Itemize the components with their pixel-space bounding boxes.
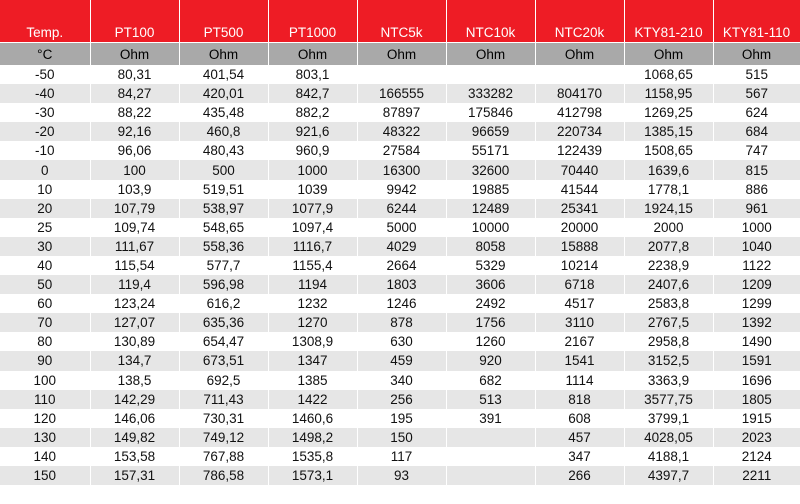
resistance-cell: 635,36 (179, 313, 268, 332)
temperature-cell: 25 (0, 218, 90, 237)
resistance-cell: 2000 (624, 218, 713, 237)
resistance-cell: 347 (535, 447, 624, 466)
resistance-cell: 15888 (535, 237, 624, 256)
temperature-cell: -20 (0, 122, 90, 141)
resistance-cell: 10000 (446, 218, 535, 237)
temperature-cell: 140 (0, 447, 90, 466)
resistance-cell: 673,51 (179, 351, 268, 370)
table-row (0, 447, 800, 466)
resistance-cell: 3110 (535, 313, 624, 332)
resistance-cell: 340 (357, 371, 446, 390)
resistance-cell: 2664 (357, 256, 446, 275)
table-row (0, 390, 800, 409)
resistance-cell (446, 466, 535, 485)
temperature-cell: 0 (0, 160, 90, 179)
resistance-cell: 41544 (535, 180, 624, 199)
unit-cell: Ohm (268, 43, 357, 66)
unit-cell: °C (0, 43, 90, 66)
resistance-cell: 16300 (357, 160, 446, 179)
resistance-cell: 921,6 (268, 122, 357, 141)
resistance-cell: 1260 (446, 332, 535, 351)
resistance-cell: 804170 (535, 84, 624, 103)
resistance-cell: 960,9 (268, 141, 357, 160)
temperature-cell: 80 (0, 332, 90, 351)
resistance-cell: 519,51 (179, 180, 268, 199)
table-row (0, 275, 800, 294)
units-row (0, 43, 800, 66)
resistance-cell: 1756 (446, 313, 535, 332)
resistance-cell: 457 (535, 428, 624, 447)
resistance-cell: 749,12 (179, 428, 268, 447)
resistance-cell: 1000 (268, 160, 357, 179)
column-header: PT100 (90, 0, 179, 43)
resistance-cell: 150 (357, 428, 446, 447)
resistance-cell: 4028,05 (624, 428, 713, 447)
resistance-cell: 1915 (713, 409, 800, 428)
resistance-cell: 109,74 (90, 218, 179, 237)
temperature-cell: 150 (0, 466, 90, 485)
table-row (0, 84, 800, 103)
resistance-cell: 1778,1 (624, 180, 713, 199)
resistance-cell: 115,54 (90, 256, 179, 275)
resistance-cell: 2023 (713, 428, 800, 447)
resistance-cell: 1194 (268, 275, 357, 294)
resistance-cell: 842,7 (268, 84, 357, 103)
table-row (0, 256, 800, 275)
resistance-cell: 1097,4 (268, 218, 357, 237)
table-row (0, 237, 800, 256)
table-row (0, 180, 800, 199)
resistance-cell: 1122 (713, 256, 800, 275)
resistance-cell: 2238,9 (624, 256, 713, 275)
table-row (0, 409, 800, 428)
resistance-cell: 401,54 (179, 65, 268, 84)
resistance-cell: 3606 (446, 275, 535, 294)
resistance-cell: 412798 (535, 103, 624, 122)
resistance-cell: 48322 (357, 122, 446, 141)
resistance-cell: 391 (446, 409, 535, 428)
resistance-cell: 616,2 (179, 294, 268, 313)
resistance-cell: 27584 (357, 141, 446, 160)
resistance-cell: 55171 (446, 141, 535, 160)
resistance-cell: 480,43 (179, 141, 268, 160)
resistance-cell: 1068,65 (624, 65, 713, 84)
resistance-cell: 2211 (713, 466, 800, 485)
resistance-cell: 12489 (446, 199, 535, 218)
resistance-cell: 882,2 (268, 103, 357, 122)
table-row (0, 428, 800, 447)
resistance-cell: 1541 (535, 351, 624, 370)
resistance-cell: 596,98 (179, 275, 268, 294)
resistance-cell: 692,5 (179, 371, 268, 390)
temperature-cell: 90 (0, 351, 90, 370)
resistance-cell: 157,31 (90, 466, 179, 485)
resistance-cell: 878 (357, 313, 446, 332)
table-row (0, 294, 800, 313)
column-header: NTC10k (446, 0, 535, 43)
resistance-cell: 1803 (357, 275, 446, 294)
resistance-cell: 1498,2 (268, 428, 357, 447)
resistance-cell: 577,7 (179, 256, 268, 275)
resistance-cell: 9942 (357, 180, 446, 199)
resistance-cell: 654,47 (179, 332, 268, 351)
resistance-cell (446, 65, 535, 84)
resistance-cell: 1490 (713, 332, 800, 351)
resistance-cell: 624 (713, 103, 800, 122)
resistance-cell: 130,89 (90, 332, 179, 351)
table-body (0, 65, 800, 485)
resistance-cell: 2167 (535, 332, 624, 351)
temperature-cell: 60 (0, 294, 90, 313)
resistance-cell: 80,31 (90, 65, 179, 84)
temperature-cell: 50 (0, 275, 90, 294)
resistance-cell: 548,65 (179, 218, 268, 237)
resistance-cell: 2124 (713, 447, 800, 466)
table-row (0, 313, 800, 332)
resistance-cell: 1924,15 (624, 199, 713, 218)
resistance-cell: 1308,9 (268, 332, 357, 351)
resistance-cell: 4517 (535, 294, 624, 313)
resistance-cell: 1209 (713, 275, 800, 294)
resistance-cell: 1573,1 (268, 466, 357, 485)
column-header: PT500 (179, 0, 268, 43)
resistance-cell: 96659 (446, 122, 535, 141)
resistance-cell: 1246 (357, 294, 446, 313)
resistance-cell: 1392 (713, 313, 800, 332)
table-row (0, 466, 800, 485)
resistance-cell: 513 (446, 390, 535, 409)
temperature-cell: 120 (0, 409, 90, 428)
resistance-cell: 1805 (713, 390, 800, 409)
unit-cell: Ohm (624, 43, 713, 66)
resistance-cell: 1347 (268, 351, 357, 370)
resistance-cell: 6718 (535, 275, 624, 294)
resistance-cell: 1696 (713, 371, 800, 390)
resistance-cell: 134,7 (90, 351, 179, 370)
resistance-cell: 4397,7 (624, 466, 713, 485)
resistance-cell: 1155,4 (268, 256, 357, 275)
resistance-cell: 2958,8 (624, 332, 713, 351)
resistance-cell: 3799,1 (624, 409, 713, 428)
resistance-cell: 93 (357, 466, 446, 485)
resistance-cell: 119,4 (90, 275, 179, 294)
resistance-cell: 1114 (535, 371, 624, 390)
resistance-cell: 1535,8 (268, 447, 357, 466)
resistance-cell: 84,27 (90, 84, 179, 103)
resistance-cell: 567 (713, 84, 800, 103)
temperature-cell: 40 (0, 256, 90, 275)
resistance-cell: 175846 (446, 103, 535, 122)
resistance-cell: 166555 (357, 84, 446, 103)
resistance-cell: 1116,7 (268, 237, 357, 256)
resistance-cell: 127,07 (90, 313, 179, 332)
resistance-cell: 1422 (268, 390, 357, 409)
table-row (0, 351, 800, 370)
resistance-cell: 1591 (713, 351, 800, 370)
resistance-cell (535, 65, 624, 84)
resistance-cell: 1232 (268, 294, 357, 313)
resistance-cell: 1040 (713, 237, 800, 256)
resistance-cell: 2077,8 (624, 237, 713, 256)
resistance-cell: 3363,9 (624, 371, 713, 390)
temperature-cell: 110 (0, 390, 90, 409)
resistance-cell: 146,06 (90, 409, 179, 428)
table-row (0, 65, 800, 84)
resistance-cell: 87897 (357, 103, 446, 122)
unit-cell: Ohm (535, 43, 624, 66)
resistance-cell (446, 447, 535, 466)
resistance-cell: 103,9 (90, 180, 179, 199)
resistance-cell: 2492 (446, 294, 535, 313)
column-header: KTY81-210 (624, 0, 713, 43)
resistance-cell: 6244 (357, 199, 446, 218)
resistance-cell: 92,16 (90, 122, 179, 141)
resistance-cell: 1077,9 (268, 199, 357, 218)
resistance-cell: 19885 (446, 180, 535, 199)
resistance-cell: 1270 (268, 313, 357, 332)
resistance-cell: 195 (357, 409, 446, 428)
resistance-cell: 459 (357, 351, 446, 370)
unit-cell: Ohm (90, 43, 179, 66)
resistance-cell: 2767,5 (624, 313, 713, 332)
resistance-cell: 684 (713, 122, 800, 141)
resistance-cell: 2583,8 (624, 294, 713, 313)
table-row (0, 332, 800, 351)
resistance-cell: 25341 (535, 199, 624, 218)
resistance-cell: 786,58 (179, 466, 268, 485)
table-row (0, 122, 800, 141)
column-header: Temp. (0, 0, 90, 43)
resistance-cell: 111,67 (90, 237, 179, 256)
resistance-cell: 10214 (535, 256, 624, 275)
resistance-cell: 1269,25 (624, 103, 713, 122)
table-row (0, 218, 800, 237)
temperature-cell: 70 (0, 313, 90, 332)
resistance-cell: 266 (535, 466, 624, 485)
resistance-cell: 138,5 (90, 371, 179, 390)
resistance-cell: 3152,5 (624, 351, 713, 370)
resistance-cell: 4188,1 (624, 447, 713, 466)
resistance-cell: 117 (357, 447, 446, 466)
resistance-cell: 5000 (357, 218, 446, 237)
resistance-cell: 767,88 (179, 447, 268, 466)
temperature-cell: 20 (0, 199, 90, 218)
table-row (0, 141, 800, 160)
column-header: KTY81-110 (713, 0, 800, 43)
resistance-cell: 107,79 (90, 199, 179, 218)
resistance-cell: 1385 (268, 371, 357, 390)
temperature-cell: 30 (0, 237, 90, 256)
resistance-cell: 1299 (713, 294, 800, 313)
resistance-cell: 96,06 (90, 141, 179, 160)
resistance-cell: 32600 (446, 160, 535, 179)
resistance-cell: 558,36 (179, 237, 268, 256)
resistance-cell: 4029 (357, 237, 446, 256)
resistance-cell: 100 (90, 160, 179, 179)
unit-cell: Ohm (446, 43, 535, 66)
temperature-cell: 10 (0, 180, 90, 199)
resistance-cell: 460,8 (179, 122, 268, 141)
resistance-cell: 20000 (535, 218, 624, 237)
resistance-cell: 500 (179, 160, 268, 179)
resistance-cell: 1000 (713, 218, 800, 237)
resistance-cell: 747 (713, 141, 800, 160)
resistance-cell: 1158,95 (624, 84, 713, 103)
temperature-cell: -30 (0, 103, 90, 122)
temperature-cell: -10 (0, 141, 90, 160)
temperature-cell: 100 (0, 371, 90, 390)
temperature-cell: -40 (0, 84, 90, 103)
resistance-cell: 8058 (446, 237, 535, 256)
resistance-cell (446, 428, 535, 447)
table-row (0, 103, 800, 122)
resistance-cell: 149,82 (90, 428, 179, 447)
resistance-cell: 730,31 (179, 409, 268, 428)
resistance-cell: 1460,6 (268, 409, 357, 428)
resistance-cell: 515 (713, 65, 800, 84)
resistance-cell: 1385,15 (624, 122, 713, 141)
unit-cell: Ohm (357, 43, 446, 66)
resistance-cell: 420,01 (179, 84, 268, 103)
resistance-cell: 142,29 (90, 390, 179, 409)
resistance-cell: 1039 (268, 180, 357, 199)
resistance-cell: 123,24 (90, 294, 179, 313)
table-row (0, 371, 800, 390)
unit-cell: Ohm (713, 43, 800, 66)
resistance-cell: 1639,6 (624, 160, 713, 179)
resistance-cell: 818 (535, 390, 624, 409)
resistance-cell: 630 (357, 332, 446, 351)
resistance-cell: 920 (446, 351, 535, 370)
resistance-cell: 815 (713, 160, 800, 179)
resistance-cell: 2407,6 (624, 275, 713, 294)
table-row (0, 160, 800, 179)
unit-cell: Ohm (179, 43, 268, 66)
resistance-cell: 961 (713, 199, 800, 218)
resistance-cell: 88,22 (90, 103, 179, 122)
resistance-cell: 608 (535, 409, 624, 428)
resistance-cell: 711,43 (179, 390, 268, 409)
resistance-cell: 122439 (535, 141, 624, 160)
resistance-cell: 5329 (446, 256, 535, 275)
column-header: NTC5k (357, 0, 446, 43)
temperature-cell: 130 (0, 428, 90, 447)
column-header: NTC20k (535, 0, 624, 43)
resistance-cell: 803,1 (268, 65, 357, 84)
column-header: PT1000 (268, 0, 357, 43)
resistance-cell: 256 (357, 390, 446, 409)
resistance-cell: 538,97 (179, 199, 268, 218)
resistance-cell: 3577,75 (624, 390, 713, 409)
resistance-cell: 682 (446, 371, 535, 390)
resistance-cell: 70440 (535, 160, 624, 179)
header-row (0, 0, 800, 43)
resistance-cell: 1508,65 (624, 141, 713, 160)
resistance-cell: 886 (713, 180, 800, 199)
resistance-cell (357, 65, 446, 84)
resistance-cell: 220734 (535, 122, 624, 141)
resistance-cell: 435,48 (179, 103, 268, 122)
resistance-cell: 333282 (446, 84, 535, 103)
temperature-cell: -50 (0, 65, 90, 84)
resistance-cell: 153,58 (90, 447, 179, 466)
table-row (0, 199, 800, 218)
